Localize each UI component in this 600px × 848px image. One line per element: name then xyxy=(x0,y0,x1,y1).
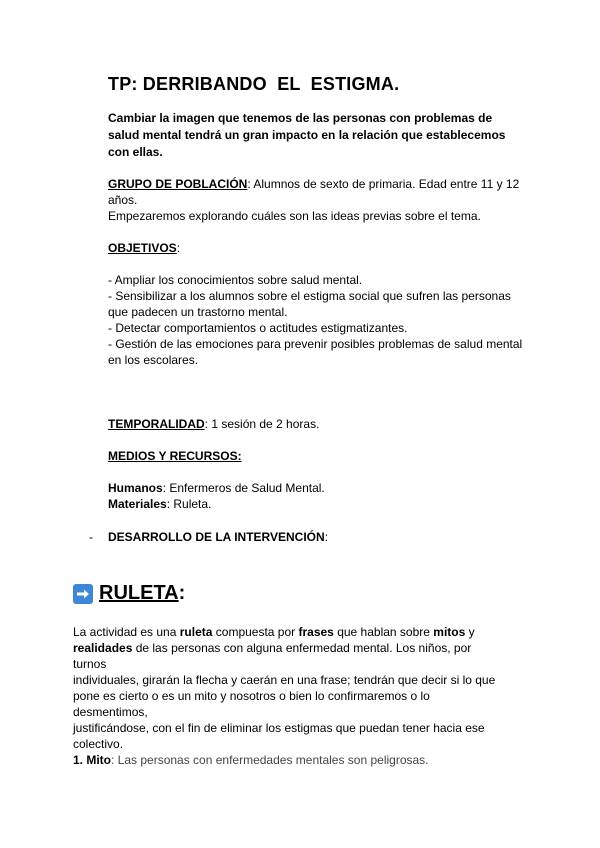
grupo-text-2: años. xyxy=(108,193,138,207)
frases-bold: frases xyxy=(298,625,334,639)
mito-label: 1. Mito xyxy=(73,753,111,767)
ruleta-text: colectivo. xyxy=(73,737,124,751)
ruleta-title: RULETA xyxy=(99,582,179,604)
objetivo-item: - Sensibilizar a los alumnos sobre el estigma social que sufren las personas xyxy=(108,289,511,303)
realidades-bold: realidades xyxy=(73,641,133,655)
intro-line: salud mental tendrá un gran impacto en la relación que establecemos xyxy=(108,128,506,142)
ruleta-colon: : xyxy=(178,582,186,604)
ruleta-text: compuesta por xyxy=(212,625,299,639)
ruleta-text: La actividad es una xyxy=(73,625,180,639)
medios-list xyxy=(108,480,538,512)
temporalidad-label: TEMPORALIDAD xyxy=(108,417,205,431)
intro-line: con ellas. xyxy=(108,145,163,159)
materiales-label: Materiales xyxy=(108,497,167,511)
objetivo-item: - Detectar comportamientos o actitudes estigmatizantes. xyxy=(108,321,408,335)
objetivos-label: OBJETIVOS xyxy=(108,241,177,255)
ruleta-text: pone es cierto o es un mito y nosotros o bien lo confirmaremos o lo desmentimos, xyxy=(73,689,430,719)
grupo-section xyxy=(108,176,538,224)
ruleta-paragraph xyxy=(73,624,503,768)
objetivos-list xyxy=(108,272,548,368)
grupo-text: : Alumnos de sexto de primaria. Edad entre 11 y 12 xyxy=(247,177,520,191)
ruleta-text: individuales, girarán la flecha y caerán en una frase; tendrán que decir si lo que xyxy=(73,673,496,687)
ruleta-text: justificándose, con el fin de eliminar los estigmas que puedan tener hacia ese xyxy=(73,721,485,735)
materiales-text: : Ruleta. xyxy=(166,497,212,511)
ruleta-text: que hablan sobre xyxy=(333,625,434,639)
temporalidad-text: : 1 sesión de 2 horas. xyxy=(204,417,320,431)
grupo-label: GRUPO DE POBLACIÓN xyxy=(108,177,248,191)
temporalidad-section xyxy=(108,416,538,432)
medios-heading xyxy=(108,448,538,464)
ruleta-heading xyxy=(73,582,185,605)
desarrollo-label: DESARROLLO DE LA INTERVENCIÓN xyxy=(108,530,325,544)
objetivo-item: - Gestión de las emociones para prevenir posibles problemas de salud mental xyxy=(108,337,523,351)
mitos-bold: mitos xyxy=(433,625,466,639)
medios-label: MEDIOS Y RECURSOS: xyxy=(108,449,242,463)
objetivo-item: - Ampliar los conocimientos sobre salud mental. xyxy=(108,273,363,287)
intro-line: Cambiar la imagen que tenemos de las personas con problemas de xyxy=(108,111,493,125)
desarrollo-dash: - xyxy=(89,530,93,544)
ruleta-bold: ruleta xyxy=(179,625,213,639)
objetivo-item: que padecen un trastorno mental. xyxy=(108,305,288,319)
right-arrow-icon xyxy=(73,584,93,604)
page-title: TP: DERRIBANDO EL ESTIGMA. xyxy=(108,74,400,94)
humanos-label: Humanos xyxy=(108,481,163,495)
ruleta-text: y xyxy=(465,625,475,639)
objetivo-item: en los escolares. xyxy=(108,353,199,367)
objetivos-colon: : xyxy=(176,241,181,255)
humanos-text: : Enfermeros de Salud Mental. xyxy=(162,481,325,495)
grupo-text-3: Empezaremos explorando cuáles son las ideas previas sobre el tema. xyxy=(108,209,481,223)
intro-paragraph xyxy=(108,110,528,161)
right-arrow-svg xyxy=(76,588,90,600)
desarrollo-colon: : xyxy=(324,530,329,544)
objetivos-heading xyxy=(108,240,538,256)
ruleta-text: de las personas con alguna enfermedad mental. Los niños, por turnos xyxy=(73,641,472,671)
mito-text: : Las personas con enfermedades mentales son peligrosas. xyxy=(111,753,429,767)
